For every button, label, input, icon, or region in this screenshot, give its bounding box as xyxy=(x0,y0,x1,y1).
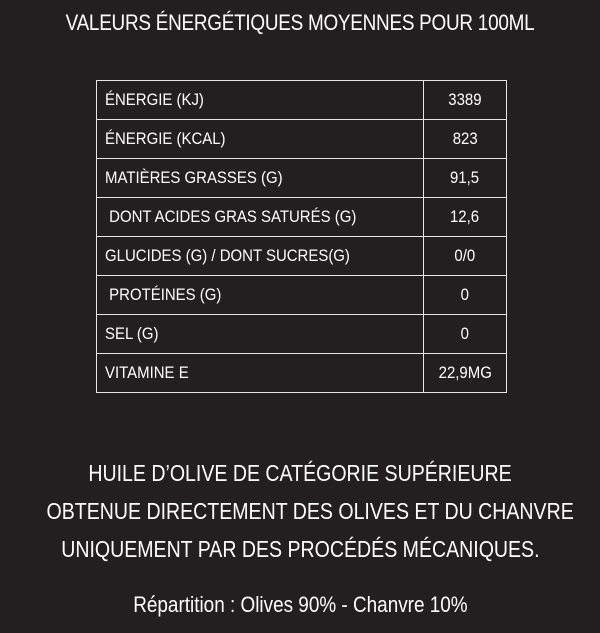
row-label-salt: SEL (G) xyxy=(97,315,424,354)
table-row xyxy=(97,198,507,237)
description-line-3: UNIQUEMENT PAR DES PROCÉDÉS MÉCANIQUES. xyxy=(60,536,540,562)
table-row xyxy=(97,120,507,159)
nutrition-table xyxy=(96,80,507,393)
row-value-vitamin-e: 22,9MG xyxy=(424,354,507,393)
row-label-protein: PROTÉINES (G) xyxy=(97,276,424,315)
row-value-carbohydrates: 0/0 xyxy=(424,237,507,276)
row-value-protein: 0 xyxy=(424,276,507,315)
description-line-2: OBTENUE DIRECTEMENT DES OLIVES ET DU CHANVRE xyxy=(46,498,574,524)
table-row xyxy=(97,276,507,315)
table-row xyxy=(97,315,507,354)
table-row xyxy=(97,159,507,198)
row-label-carbohydrates: GLUCIDES (G) / DONT SUCRES(G) xyxy=(97,237,424,276)
table-row xyxy=(97,81,507,120)
row-value-salt: 0 xyxy=(424,315,507,354)
table-row xyxy=(97,237,507,276)
row-value-energy-kj: 3389 xyxy=(424,81,507,120)
row-label-vitamin-e: VITAMINE E xyxy=(97,354,424,393)
page-title: VALEURS ÉNERGÉTIQUES MOYENNES POUR 100ML xyxy=(65,10,535,35)
row-label-energy-kcal: ÉNERGIE (KCAL) xyxy=(97,120,424,159)
row-value-energy-kcal: 823 xyxy=(424,120,507,159)
row-label-fat: MATIÈRES GRASSES (G) xyxy=(97,159,424,198)
row-label-saturated-fat: DONT ACIDES GRAS SATURÉS (G) xyxy=(97,198,424,237)
description-line-1: HUILE D’OLIVE DE CATÉGORIE SUPÉRIEURE xyxy=(88,460,512,486)
table-row xyxy=(97,354,507,393)
row-value-fat: 91,5 xyxy=(424,159,507,198)
repartition-text: Répartition : Olives 90% - Chanvre 10% xyxy=(132,592,468,617)
row-value-saturated-fat: 12,6 xyxy=(424,198,507,237)
row-label-energy-kj: ÉNERGIE (KJ) xyxy=(97,81,424,120)
